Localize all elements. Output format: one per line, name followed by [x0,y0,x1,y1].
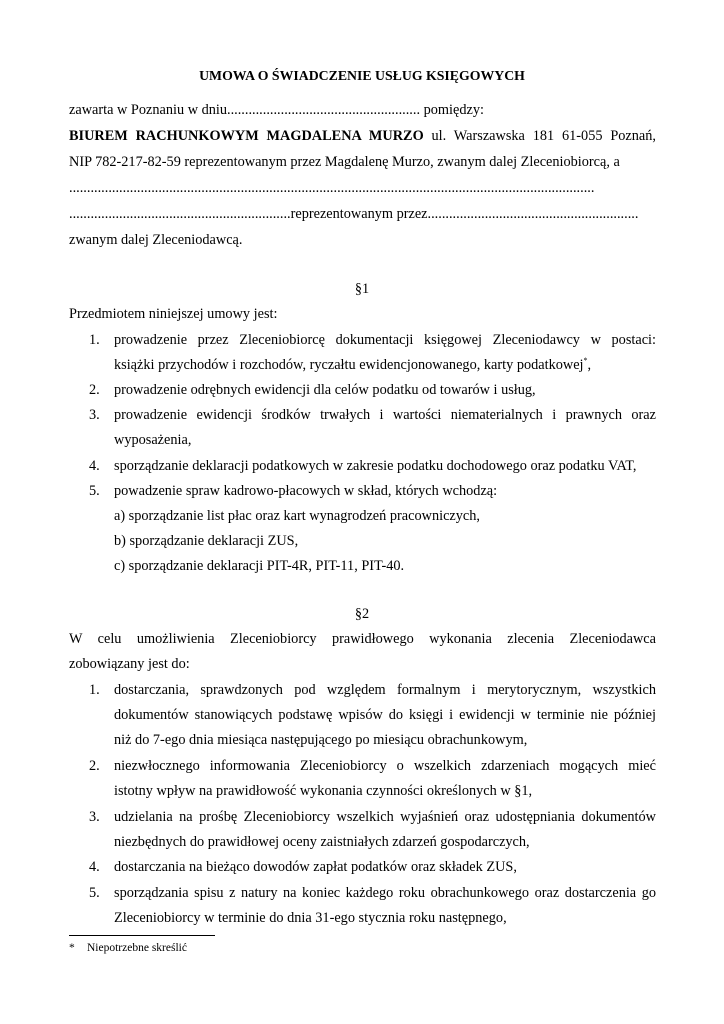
s2-item2-number: 2. [89,758,100,774]
section2-heading: §2 [354,606,370,622]
party1-address: ul. Warszawska 181 61-055 Poznań, [423,128,656,144]
s2-item1-line1: dostarczania, sprawdzonych pod względem formalnym i merytorycznym, wszystkich [114,682,656,698]
s1-item2-line1: prowadzenie odrębnych ewidencji dla celów podatku od towarów i usług, [114,382,536,398]
intro-line-party1 [69,127,656,145]
intro-line-client: zwanym dalej Zleceniodawcą. [69,232,243,248]
s1-item2-number: 2. [89,382,100,398]
s2-item5-line1: sporządzania spisu z natury na koniec każdego roku obrachunkowego oraz dostarczenia go [114,885,656,901]
intro-line-blank2: ..............................................................reprezentowanym przez........................................................... [69,206,639,222]
s1-item4-line1: sporządzanie deklaracji podatkowych w zakresie podatku dochodowego oraz podatku VAT, [114,458,637,474]
s1-item3-line1: prowadzenie ewidencji środków trwałych i wartości niematerialnych i prawnych oraz [114,407,656,423]
s1-item4-number: 4. [89,458,100,474]
s1-item1-text: książki przychodów i rozchodów, ryczałtu ewidencjonowanego, karty podatkowej [114,357,584,373]
s2-item1-line3: niż do 7-ego dnia miesiąca następującego po miesiącu obrachunkowym, [114,732,528,748]
footnote-separator [69,935,215,936]
section1-lead: Przedmiotem niniejszej umowy jest: [69,306,278,322]
section2-lead-line2: zobowiązany jest do: [69,656,190,672]
document-title: UMOWA O ŚWIADCZENIE USŁUG KSIĘGOWYCH [199,68,525,83]
s2-item4-number: 4. [89,859,100,875]
s1-item1-line2 [114,356,591,374]
s1-subitem-a: a) sporządzanie list płac oraz kart wynagrodzeń pracowniczych, [114,508,480,524]
s2-item3-line2: niezbędnych do prawidłowej oceny zaistniałych zdarzeń gospodarczych, [114,834,530,850]
section2-lead-line1: W celu umożliwienia Zleceniobiorcy prawidłowego wykonania zlecenia Zleceniodawca [69,631,656,647]
s1-item1-number: 1. [89,332,100,348]
s1-item3-number: 3. [89,407,100,423]
s2-item2-line2: istotny wpływ na prawidłowość wykonania czynności określonych w §1, [114,783,533,799]
s1-item5-number: 5. [89,483,100,499]
section1-heading: §1 [354,281,370,297]
s1-subitem-b: b) sporządzanie deklaracji ZUS, [114,533,299,549]
s1-item3-line2: wyposażenia, [114,432,192,448]
s1-item5-line1: powadzenie spraw kadrowo-płacowych w skład, których wchodzą: [114,483,498,499]
footnote-text: Niepotrzebne skreślić [87,942,187,954]
s2-item1-line2: dokumentów stanowiących podstawę wpisów do księgi i ewidencji w terminie nie później [114,707,656,723]
footnote [69,941,187,955]
s1-subitem-c: c) sporządzanie deklaracji PIT-4R, PIT-11, PIT-40. [114,558,405,574]
s1-item1-line1: prowadzenie przez Zleceniobiorcę dokumentacji księgowej Zleceniodawcy w postaci: [114,332,656,348]
footnote-ref: * [583,356,588,365]
s2-item4-line1: dostarczania na bieżąco dowodów zapłat podatków oraz składek ZUS, [114,859,517,875]
s2-item5-number: 5. [89,885,100,901]
s2-item1-number: 1. [89,682,100,698]
intro-line-blank1: ................................................................................................................................................... [69,180,595,196]
s2-item3-line1: udzielania na prośbę Zleceniobiorcy wszelkich wyjaśnień oraz udostępniania dokumentów [114,809,656,825]
s2-item2-line1: niezwłocznego informowania Zleceniobiorcy o wszelkich zdarzeniach mogących mieć [114,758,656,774]
party1-name: BIUREM RACHUNKOWYM MAGDALENA MURZO [69,128,424,144]
intro-line-nip: NIP 782-217-82-59 reprezentowanym przez Magdalenę Murzo, zwanym dalej Zleceniobiorcą, a [69,154,620,170]
s1-item1-end: , [587,357,592,373]
s2-item3-number: 3. [89,809,100,825]
s2-item5-line2: Zleceniobiorcy w terminie do dnia 31-ego stycznia roku następnego, [114,910,507,926]
footnote-marker: * [69,942,75,954]
intro-line-date: zawarta w Poznaniu w dniu...................................................... pomiędzy: [69,102,484,118]
